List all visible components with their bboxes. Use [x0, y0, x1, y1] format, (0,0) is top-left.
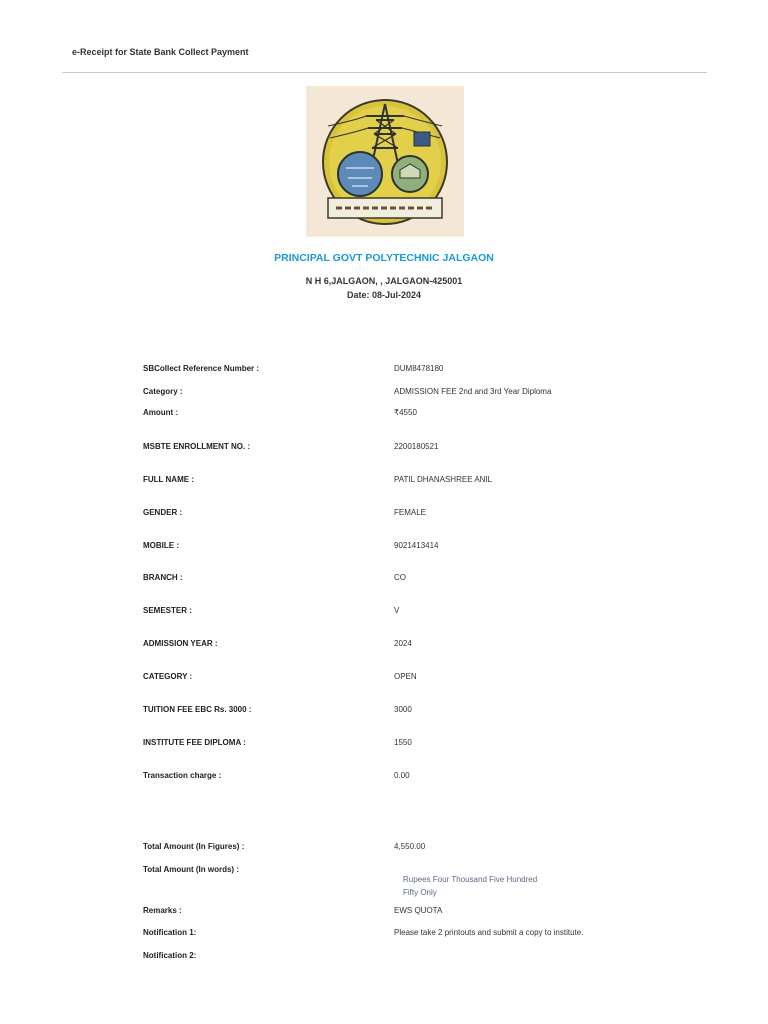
reference-label: SBCollect Reference Number : — [143, 364, 260, 373]
amount-value: ₹4550 — [394, 408, 417, 417]
receipt-header-title: e-Receipt for State Bank Collect Payment — [72, 47, 249, 57]
category-value: OPEN — [394, 672, 417, 681]
tuition-fee-value: 3000 — [394, 705, 412, 714]
amount-label: Amount : — [143, 408, 179, 417]
total-words-label: Total Amount (In words) : — [143, 865, 239, 874]
total-figures-value: 4,550.00 — [394, 842, 426, 851]
transaction-charge-label: Transaction charge : — [143, 771, 222, 780]
notification-1-value: Please take 2 printouts and submit a copy to institute. — [394, 928, 584, 937]
full-name-label: FULL NAME : — [143, 475, 194, 484]
notification-2-label: Notification 2: — [143, 951, 197, 960]
category-label: CATEGORY : — [143, 672, 193, 681]
category-fee-label: Category : — [143, 387, 183, 396]
enrollment-value: 2200180521 — [394, 442, 439, 451]
institute-name: PRINCIPAL GOVT POLYTECHNIC JALGAON — [274, 252, 494, 264]
mobile-value: 9021413414 — [394, 541, 439, 550]
total-words-value — [403, 873, 573, 899]
institute-emblem-icon — [306, 86, 464, 237]
semester-label: SEMESTER : — [143, 606, 192, 615]
total-words-line-1: Rupees Four Thousand Five Hundred — [403, 875, 538, 884]
remarks-label: Remarks : — [143, 906, 182, 915]
total-figures-label: Total Amount (In Figures) : — [143, 842, 245, 851]
gender-value: FEMALE — [394, 508, 427, 517]
reference-value: DUM8478180 — [394, 364, 444, 373]
institute-fee-label: INSTITUTE FEE DIPLOMA : — [143, 738, 246, 747]
mobile-label: MOBILE : — [143, 541, 179, 550]
remarks-value: EWS QUOTA — [394, 906, 443, 915]
category-fee-value: ADMISSION FEE 2nd and 3rd Year Diploma — [394, 387, 552, 396]
transaction-charge-value: 0.00 — [394, 771, 410, 780]
tuition-fee-label: TUITION FEE EBC Rs. 3000 : — [143, 705, 252, 714]
total-words-line-2: Fifty Only — [403, 888, 437, 897]
notification-1-label: Notification 1: — [143, 928, 197, 937]
institute-address: N H 6,JALGAON, , JALGAON-425001 — [305, 276, 463, 286]
semester-value: V — [394, 606, 400, 615]
header-divider — [62, 72, 707, 73]
institute-fee-value: 1550 — [394, 738, 412, 747]
institute-logo — [306, 86, 464, 237]
enrollment-label: MSBTE ENROLLMENT NO. : — [143, 442, 251, 451]
admission-year-label: ADMISSION YEAR : — [143, 639, 218, 648]
full-name-value: PATIL DHANASHREE ANIL — [394, 475, 493, 484]
receipt-date: Date: 08-Jul-2024 — [346, 290, 422, 300]
gender-label: GENDER : — [143, 508, 183, 517]
admission-year-value: 2024 — [394, 639, 412, 648]
branch-value: CO — [394, 573, 406, 582]
branch-label: BRANCH : — [143, 573, 183, 582]
